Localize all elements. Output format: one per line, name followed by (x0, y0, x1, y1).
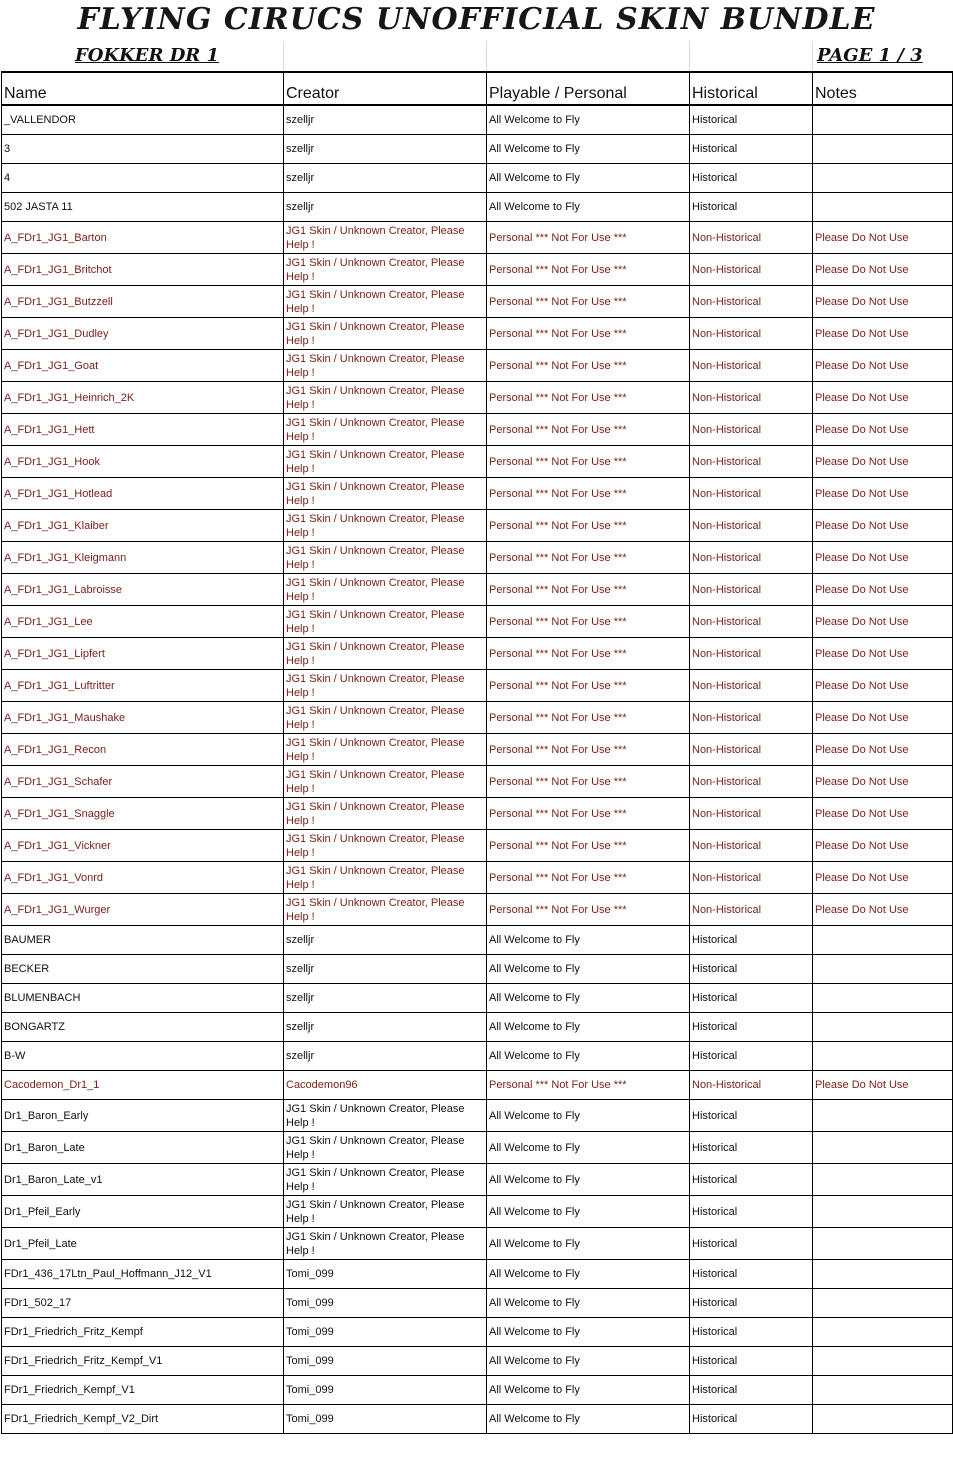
cell-divider (812, 41, 813, 71)
cell-name: BECKER (2, 955, 284, 984)
cell-name: BAUMER (2, 926, 284, 955)
cell-creator: Tomi_099 (284, 1376, 487, 1405)
cell-creator: Tomi_099 (284, 1347, 487, 1376)
cell-historical: Non-Historical (690, 606, 813, 638)
cell-name: A_FDr1_JG1_Vonrd (2, 862, 284, 894)
table-row (2, 1164, 953, 1196)
cell-divider (283, 41, 284, 71)
cell-notes: Please Do Not Use (813, 734, 953, 766)
cell-historical: Non-Historical (690, 318, 813, 350)
cell-creator: Tomi_099 (284, 1405, 487, 1434)
cell-playable: All Welcome to Fly (487, 105, 690, 135)
cell-historical: Non-Historical (690, 798, 813, 830)
cell-name: A_FDr1_JG1_Barton (2, 222, 284, 254)
table-row (2, 1228, 953, 1260)
table-row (2, 1260, 953, 1289)
table-row (2, 1318, 953, 1347)
cell-notes: Please Do Not Use (813, 318, 953, 350)
cell-notes (813, 1376, 953, 1405)
cell-name: BONGARTZ (2, 1013, 284, 1042)
table-row (2, 1013, 953, 1042)
table-row (2, 766, 953, 798)
cell-historical: Historical (690, 1318, 813, 1347)
cell-playable: All Welcome to Fly (487, 1376, 690, 1405)
cell-name: FDr1_Friedrich_Fritz_Kempf_V1 (2, 1347, 284, 1376)
table-row (2, 286, 953, 318)
cell-name: Dr1_Pfeil_Late (2, 1228, 284, 1260)
table-row (2, 734, 953, 766)
cell-creator: Tomi_099 (284, 1318, 487, 1347)
cell-notes (813, 1164, 953, 1196)
cell-notes: Please Do Not Use (813, 542, 953, 574)
cell-creator: JG1 Skin / Unknown Creator, Please Help ! (284, 702, 487, 734)
cell-historical: Non-Historical (690, 446, 813, 478)
table-row (2, 984, 953, 1013)
cell-playable: All Welcome to Fly (487, 1347, 690, 1376)
cell-playable: All Welcome to Fly (487, 1405, 690, 1434)
cell-historical: Non-Historical (690, 894, 813, 926)
cell-historical: Historical (690, 1013, 813, 1042)
cell-creator: JG1 Skin / Unknown Creator, Please Help ! (284, 798, 487, 830)
cell-name: A_FDr1_JG1_Klaiber (2, 510, 284, 542)
cell-notes: Please Do Not Use (813, 382, 953, 414)
table-row (2, 542, 953, 574)
cell-historical: Historical (690, 1196, 813, 1228)
table-row (2, 830, 953, 862)
cell-name: A_FDr1_JG1_Britchot (2, 254, 284, 286)
cell-name: A_FDr1_JG1_Goat (2, 350, 284, 382)
table-row (2, 955, 953, 984)
cell-notes (813, 1405, 953, 1434)
cell-name: Dr1_Baron_Late (2, 1132, 284, 1164)
table-row (2, 510, 953, 542)
cell-name: 4 (2, 164, 284, 193)
cell-divider (486, 41, 487, 71)
cell-playable: Personal *** Not For Use *** (487, 286, 690, 318)
cell-notes (813, 1260, 953, 1289)
table-row (2, 1196, 953, 1228)
cell-name: Dr1_Baron_Late_v1 (2, 1164, 284, 1196)
cell-name: A_FDr1_JG1_Recon (2, 734, 284, 766)
cell-creator: JG1 Skin / Unknown Creator, Please Help ! (284, 862, 487, 894)
cell-creator: szelljr (284, 135, 487, 164)
table-row (2, 926, 953, 955)
cell-notes: Please Do Not Use (813, 670, 953, 702)
cell-playable: Personal *** Not For Use *** (487, 606, 690, 638)
cell-playable: Personal *** Not For Use *** (487, 766, 690, 798)
cell-notes (813, 1013, 953, 1042)
cell-playable: Personal *** Not For Use *** (487, 382, 690, 414)
cell-playable: All Welcome to Fly (487, 135, 690, 164)
cell-playable: Personal *** Not For Use *** (487, 1071, 690, 1100)
cell-historical: Non-Historical (690, 510, 813, 542)
cell-creator: JG1 Skin / Unknown Creator, Please Help ! (284, 510, 487, 542)
cell-historical: Historical (690, 1100, 813, 1132)
cell-name: A_FDr1_JG1_Hook (2, 446, 284, 478)
cell-historical: Non-Historical (690, 254, 813, 286)
cell-historical: Historical (690, 1260, 813, 1289)
cell-historical: Historical (690, 1164, 813, 1196)
cell-creator: JG1 Skin / Unknown Creator, Please Help ! (284, 830, 487, 862)
cell-creator: Cacodemon96 (284, 1071, 487, 1100)
cell-playable: All Welcome to Fly (487, 1228, 690, 1260)
cell-creator: JG1 Skin / Unknown Creator, Please Help ! (284, 606, 487, 638)
cell-historical: Non-Historical (690, 830, 813, 862)
cell-notes: Please Do Not Use (813, 222, 953, 254)
cell-historical: Historical (690, 926, 813, 955)
cell-name: FDr1_502_17 (2, 1289, 284, 1318)
cell-name: A_FDr1_JG1_Hett (2, 414, 284, 446)
subheader-row (0, 41, 953, 71)
cell-playable: All Welcome to Fly (487, 1289, 690, 1318)
table-row (2, 1347, 953, 1376)
cell-creator: JG1 Skin / Unknown Creator, Please Help ! (284, 670, 487, 702)
cell-name: A_FDr1_JG1_Butzzell (2, 286, 284, 318)
cell-creator: szelljr (284, 984, 487, 1013)
cell-playable: All Welcome to Fly (487, 1318, 690, 1347)
cell-notes (813, 135, 953, 164)
cell-name: A_FDr1_JG1_Wurger (2, 894, 284, 926)
cell-notes: Please Do Not Use (813, 894, 953, 926)
cell-historical: Non-Historical (690, 350, 813, 382)
cell-name: 502 JASTA 11 (2, 193, 284, 222)
table-row (2, 1289, 953, 1318)
cell-historical: Non-Historical (690, 222, 813, 254)
cell-playable: Personal *** Not For Use *** (487, 862, 690, 894)
cell-historical: Non-Historical (690, 286, 813, 318)
table-row (2, 1071, 953, 1100)
cell-notes (813, 1318, 953, 1347)
cell-creator: szelljr (284, 1042, 487, 1071)
cell-notes (813, 1289, 953, 1318)
cell-creator: szelljr (284, 193, 487, 222)
cell-playable: Personal *** Not For Use *** (487, 670, 690, 702)
cell-historical: Non-Historical (690, 862, 813, 894)
cell-historical: Historical (690, 1042, 813, 1071)
cell-playable: Personal *** Not For Use *** (487, 638, 690, 670)
cell-notes: Please Do Not Use (813, 766, 953, 798)
cell-playable: All Welcome to Fly (487, 1196, 690, 1228)
cell-notes: Please Do Not Use (813, 574, 953, 606)
cell-historical: Historical (690, 193, 813, 222)
table-row (2, 478, 953, 510)
aircraft-subtitle: FOKKER DR 1 (75, 45, 220, 66)
cell-notes: Please Do Not Use (813, 446, 953, 478)
cell-historical: Non-Historical (690, 702, 813, 734)
cell-historical: Non-Historical (690, 414, 813, 446)
cell-creator: JG1 Skin / Unknown Creator, Please Help ! (284, 1132, 487, 1164)
table-row (2, 1405, 953, 1434)
cell-notes: Please Do Not Use (813, 286, 953, 318)
cell-creator: JG1 Skin / Unknown Creator, Please Help ! (284, 414, 487, 446)
cell-playable: Personal *** Not For Use *** (487, 478, 690, 510)
cell-name: A_FDr1_JG1_Maushake (2, 702, 284, 734)
cell-name: 3 (2, 135, 284, 164)
table-row (2, 164, 953, 193)
cell-playable: All Welcome to Fly (487, 955, 690, 984)
table-row (2, 135, 953, 164)
document-title: FLYING CIRUCS UNOFFICIAL SKIN BUNDLE (77, 2, 876, 37)
cell-creator: JG1 Skin / Unknown Creator, Please Help ! (284, 350, 487, 382)
column-header-creator: Creator (284, 72, 487, 105)
cell-playable: Personal *** Not For Use *** (487, 254, 690, 286)
table-row (2, 254, 953, 286)
cell-playable: All Welcome to Fly (487, 1100, 690, 1132)
cell-playable: All Welcome to Fly (487, 1132, 690, 1164)
cell-creator: szelljr (284, 164, 487, 193)
cell-creator: JG1 Skin / Unknown Creator, Please Help ! (284, 1164, 487, 1196)
table-row (2, 318, 953, 350)
cell-notes (813, 1228, 953, 1260)
column-header-historical: Historical (690, 72, 813, 105)
cell-historical: Non-Historical (690, 574, 813, 606)
cell-name: A_FDr1_JG1_Lipfert (2, 638, 284, 670)
cell-creator: szelljr (284, 926, 487, 955)
cell-playable: Personal *** Not For Use *** (487, 542, 690, 574)
cell-name: FDr1_Friedrich_Kempf_V1 (2, 1376, 284, 1405)
cell-playable: Personal *** Not For Use *** (487, 574, 690, 606)
cell-playable: All Welcome to Fly (487, 926, 690, 955)
cell-historical: Historical (690, 955, 813, 984)
cell-creator: JG1 Skin / Unknown Creator, Please Help ! (284, 254, 487, 286)
cell-name: _VALLENDOR (2, 105, 284, 135)
column-header-name: Name (2, 72, 284, 105)
cell-name: A_FDr1_JG1_Dudley (2, 318, 284, 350)
table-row (2, 1376, 953, 1405)
cell-playable: All Welcome to Fly (487, 1164, 690, 1196)
page-indicator: PAGE 1 / 3 (817, 45, 923, 66)
cell-name: A_FDr1_JG1_Heinrich_2K (2, 382, 284, 414)
cell-name: A_FDr1_JG1_Schafer (2, 766, 284, 798)
cell-historical: Historical (690, 984, 813, 1013)
column-header-playable: Playable / Personal (487, 72, 690, 105)
cell-creator: szelljr (284, 1013, 487, 1042)
cell-creator: JG1 Skin / Unknown Creator, Please Help ! (284, 894, 487, 926)
cell-historical: Historical (690, 1132, 813, 1164)
cell-notes (813, 955, 953, 984)
cell-historical: Non-Historical (690, 670, 813, 702)
cell-name: A_FDr1_JG1_Vickner (2, 830, 284, 862)
cell-creator: Tomi_099 (284, 1260, 487, 1289)
table-row (2, 350, 953, 382)
cell-divider (689, 41, 690, 71)
table-row (2, 670, 953, 702)
cell-name: FDr1_436_17Ltn_Paul_Hoffmann_J12_V1 (2, 1260, 284, 1289)
cell-playable: Personal *** Not For Use *** (487, 350, 690, 382)
cell-historical: Non-Historical (690, 542, 813, 574)
cell-notes: Please Do Not Use (813, 254, 953, 286)
cell-historical: Historical (690, 1289, 813, 1318)
cell-playable: Personal *** Not For Use *** (487, 222, 690, 254)
cell-playable: All Welcome to Fly (487, 164, 690, 193)
table-row (2, 382, 953, 414)
table-row (2, 894, 953, 926)
cell-creator: JG1 Skin / Unknown Creator, Please Help ! (284, 766, 487, 798)
cell-name: A_FDr1_JG1_Labroisse (2, 574, 284, 606)
cell-creator: szelljr (284, 105, 487, 135)
cell-creator: JG1 Skin / Unknown Creator, Please Help ! (284, 542, 487, 574)
cell-creator: JG1 Skin / Unknown Creator, Please Help ! (284, 734, 487, 766)
cell-historical: Historical (690, 135, 813, 164)
cell-creator: Tomi_099 (284, 1289, 487, 1318)
cell-creator: JG1 Skin / Unknown Creator, Please Help ! (284, 318, 487, 350)
cell-notes (813, 1196, 953, 1228)
table-row (2, 798, 953, 830)
cell-name: Cacodemon_Dr1_1 (2, 1071, 284, 1100)
table-row (2, 606, 953, 638)
cell-notes: Please Do Not Use (813, 414, 953, 446)
cell-notes (813, 926, 953, 955)
cell-playable: Personal *** Not For Use *** (487, 414, 690, 446)
cell-notes: Please Do Not Use (813, 510, 953, 542)
table-row (2, 1100, 953, 1132)
cell-creator: JG1 Skin / Unknown Creator, Please Help ! (284, 478, 487, 510)
table-row (2, 193, 953, 222)
cell-historical: Non-Historical (690, 734, 813, 766)
cell-notes (813, 984, 953, 1013)
cell-playable: Personal *** Not For Use *** (487, 798, 690, 830)
cell-historical: Non-Historical (690, 382, 813, 414)
cell-playable: Personal *** Not For Use *** (487, 830, 690, 862)
table-row (2, 222, 953, 254)
cell-playable: Personal *** Not For Use *** (487, 702, 690, 734)
cell-historical: Non-Historical (690, 478, 813, 510)
cell-name: FDr1_Friedrich_Fritz_Kempf (2, 1318, 284, 1347)
cell-playable: Personal *** Not For Use *** (487, 734, 690, 766)
table-row (2, 1042, 953, 1071)
cell-notes (813, 164, 953, 193)
cell-playable: All Welcome to Fly (487, 1260, 690, 1289)
table-row (2, 1132, 953, 1164)
cell-notes: Please Do Not Use (813, 862, 953, 894)
cell-name: Dr1_Pfeil_Early (2, 1196, 284, 1228)
cell-historical: Historical (690, 1405, 813, 1434)
cell-creator: JG1 Skin / Unknown Creator, Please Help ! (284, 638, 487, 670)
cell-name: A_FDr1_JG1_Hotlead (2, 478, 284, 510)
cell-notes: Please Do Not Use (813, 798, 953, 830)
cell-notes: Please Do Not Use (813, 830, 953, 862)
table-row (2, 414, 953, 446)
cell-creator: JG1 Skin / Unknown Creator, Please Help ! (284, 574, 487, 606)
cell-notes: Please Do Not Use (813, 350, 953, 382)
cell-historical: Non-Historical (690, 766, 813, 798)
cell-playable: All Welcome to Fly (487, 193, 690, 222)
cell-name: A_FDr1_JG1_Lee (2, 606, 284, 638)
cell-creator: JG1 Skin / Unknown Creator, Please Help ! (284, 1196, 487, 1228)
cell-name: Dr1_Baron_Early (2, 1100, 284, 1132)
cell-playable: All Welcome to Fly (487, 1013, 690, 1042)
cell-playable: All Welcome to Fly (487, 1042, 690, 1071)
cell-notes (813, 1100, 953, 1132)
cell-name: A_FDr1_JG1_Snaggle (2, 798, 284, 830)
cell-creator: JG1 Skin / Unknown Creator, Please Help ! (284, 222, 487, 254)
cell-notes (813, 1042, 953, 1071)
table-row (2, 862, 953, 894)
cell-historical: Historical (690, 105, 813, 135)
cell-notes (813, 1347, 953, 1376)
cell-playable: Personal *** Not For Use *** (487, 510, 690, 542)
column-header-notes: Notes (813, 72, 953, 105)
cell-historical: Historical (690, 1228, 813, 1260)
cell-name: FDr1_Friedrich_Kempf_V2_Dirt (2, 1405, 284, 1434)
table-row (2, 638, 953, 670)
skin-table (1, 71, 953, 1434)
header-row (2, 72, 953, 105)
cell-creator: JG1 Skin / Unknown Creator, Please Help ! (284, 286, 487, 318)
cell-historical: Historical (690, 164, 813, 193)
cell-creator: JG1 Skin / Unknown Creator, Please Help ! (284, 1100, 487, 1132)
cell-playable: Personal *** Not For Use *** (487, 446, 690, 478)
cell-creator: szelljr (284, 955, 487, 984)
cell-playable: Personal *** Not For Use *** (487, 894, 690, 926)
cell-notes (813, 193, 953, 222)
cell-notes: Please Do Not Use (813, 638, 953, 670)
cell-name: B-W (2, 1042, 284, 1071)
table-row (2, 446, 953, 478)
cell-playable: Personal *** Not For Use *** (487, 318, 690, 350)
table-row (2, 574, 953, 606)
cell-notes: Please Do Not Use (813, 1071, 953, 1100)
cell-historical: Non-Historical (690, 638, 813, 670)
cell-notes (813, 105, 953, 135)
table-row (2, 105, 953, 135)
cell-name: BLUMENBACH (2, 984, 284, 1013)
cell-creator: JG1 Skin / Unknown Creator, Please Help ! (284, 446, 487, 478)
cell-historical: Historical (690, 1347, 813, 1376)
table-row (2, 702, 953, 734)
cell-notes: Please Do Not Use (813, 606, 953, 638)
cell-historical: Historical (690, 1376, 813, 1405)
cell-name: A_FDr1_JG1_Kleigmann (2, 542, 284, 574)
cell-playable: All Welcome to Fly (487, 984, 690, 1013)
cell-creator: JG1 Skin / Unknown Creator, Please Help ! (284, 1228, 487, 1260)
cell-notes: Please Do Not Use (813, 702, 953, 734)
cell-creator: JG1 Skin / Unknown Creator, Please Help ! (284, 382, 487, 414)
cell-notes (813, 1132, 953, 1164)
cell-name: A_FDr1_JG1_Luftritter (2, 670, 284, 702)
cell-historical: Non-Historical (690, 1071, 813, 1100)
cell-notes: Please Do Not Use (813, 478, 953, 510)
